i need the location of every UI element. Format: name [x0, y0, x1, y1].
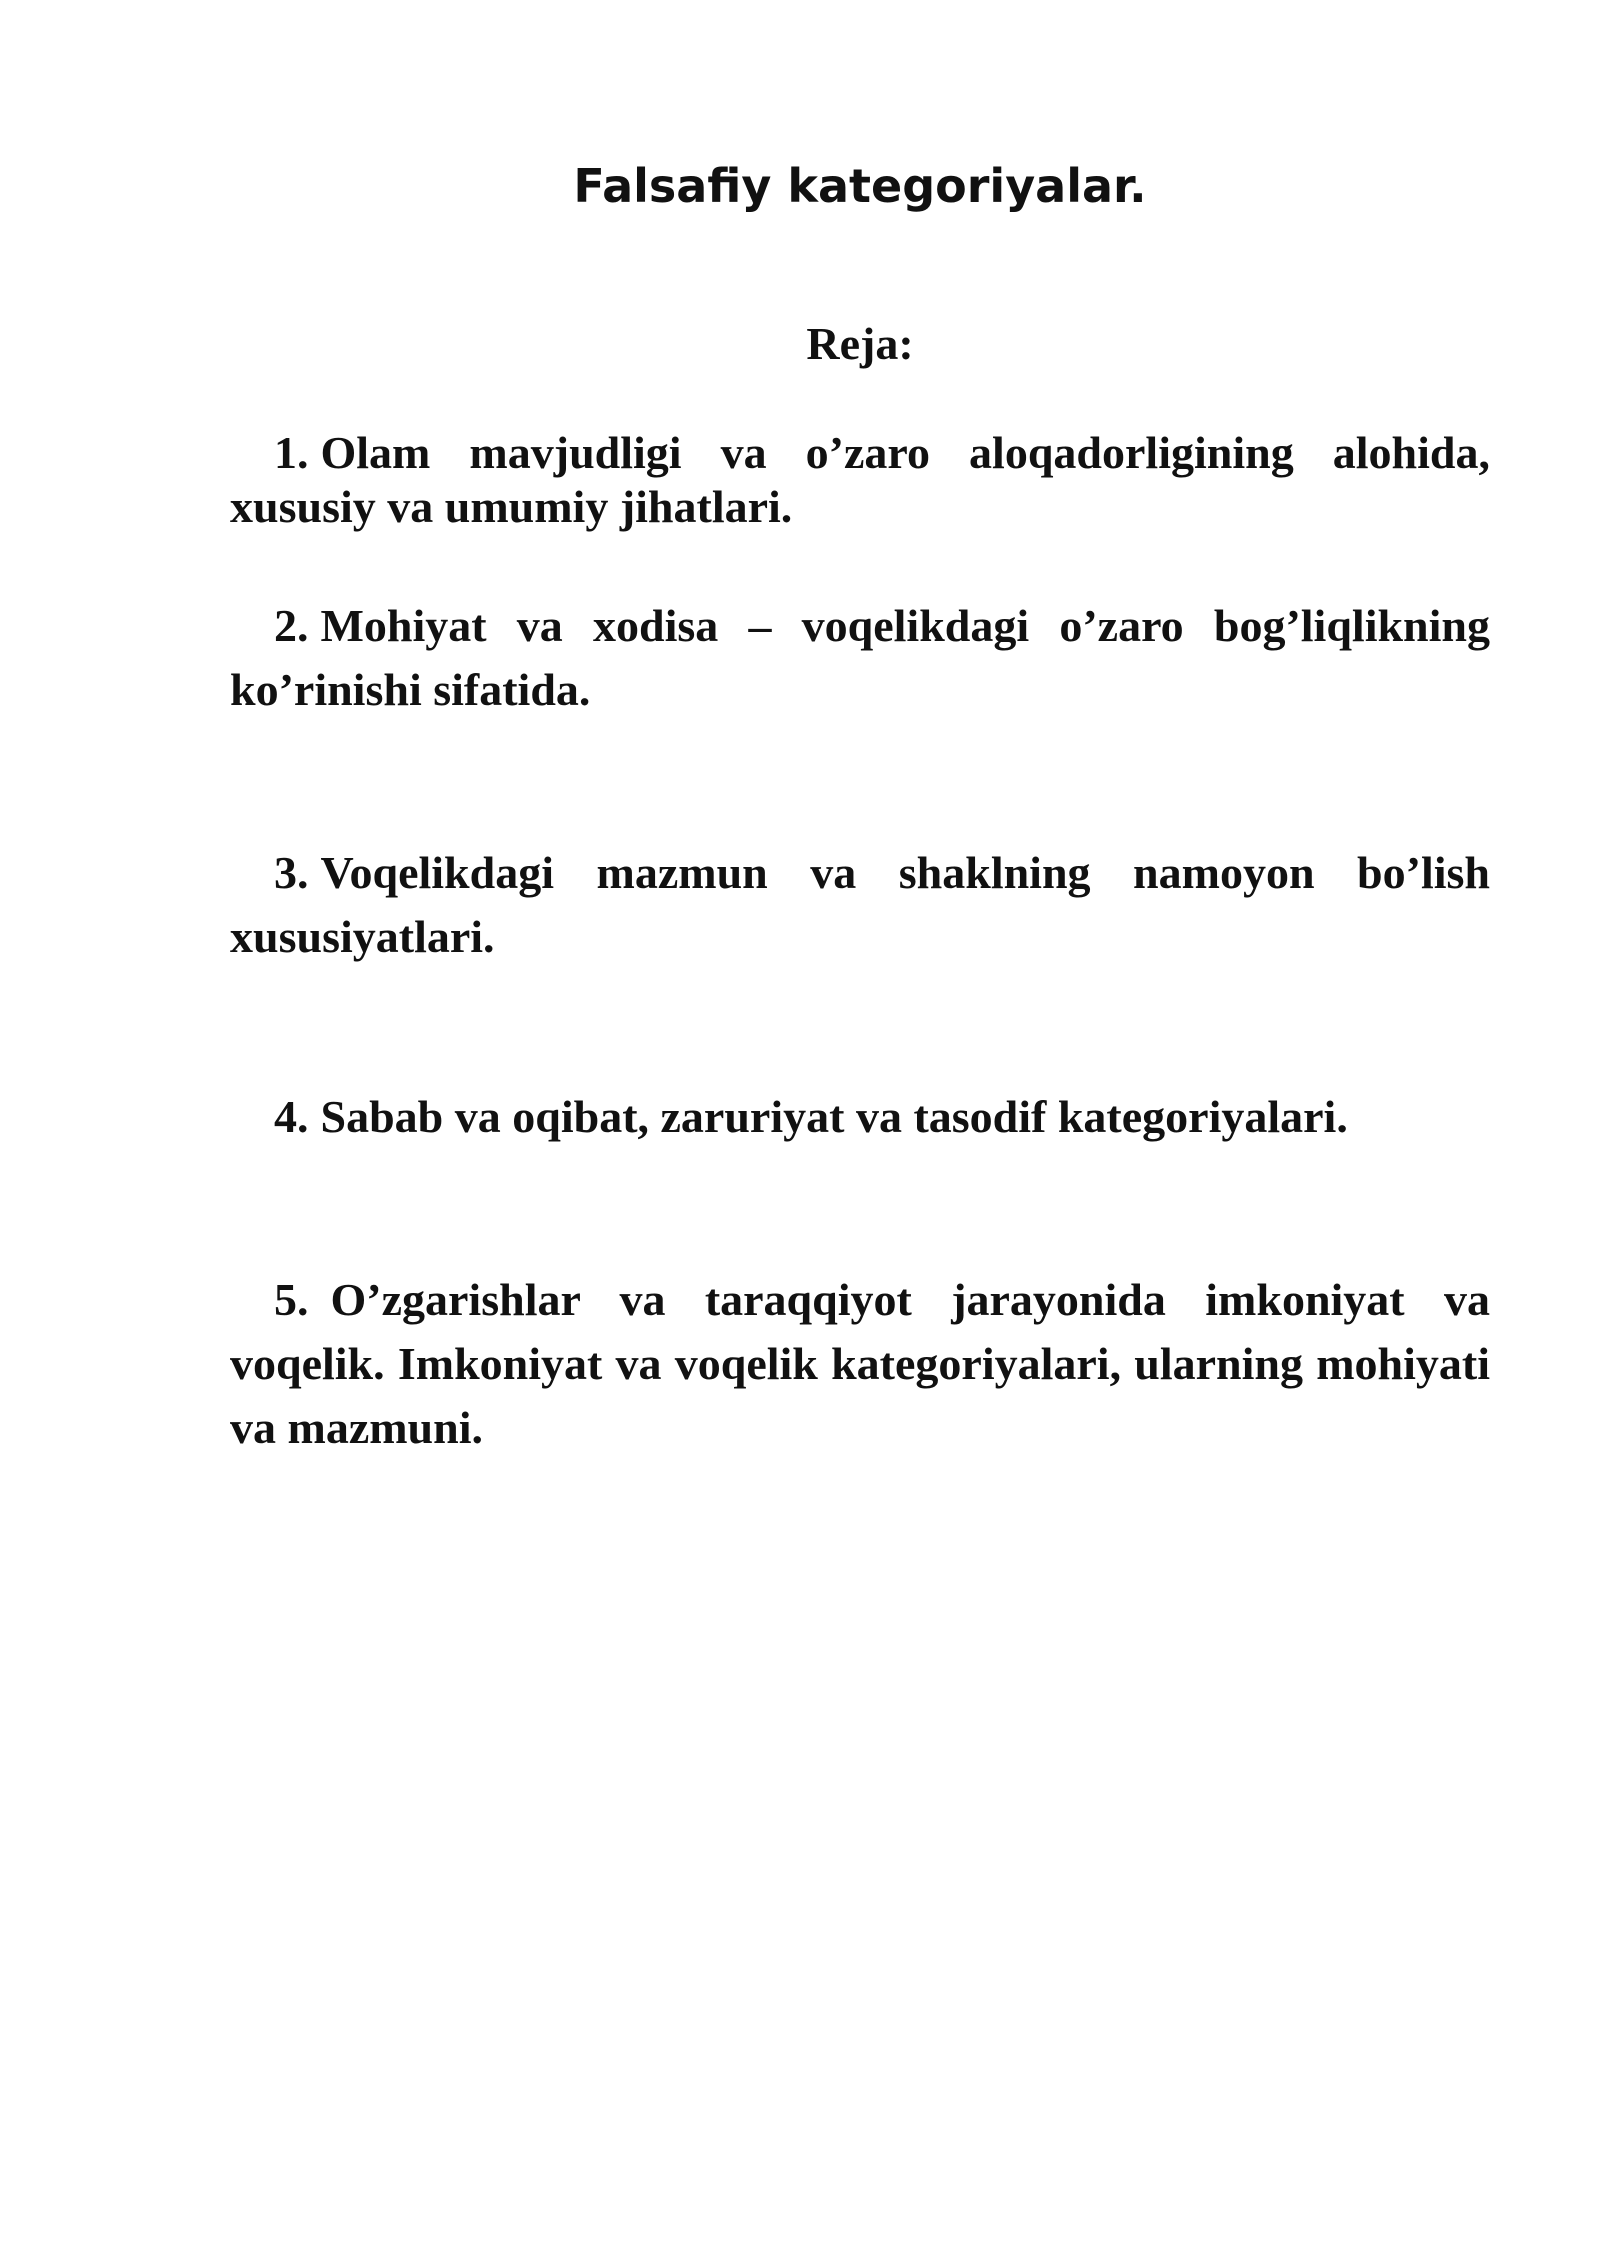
- document-title: Falsafiy kategoriyalar.: [573, 159, 1147, 213]
- plan-item-text: Voqelikdagi mazmun va shaklning namoyon bo’lish xususiyatlari.: [230, 847, 1490, 962]
- plan-item-text: O’zgarishlar va taraqqiyot jarayonida imkoniyat va voqelik. Imkoniyat va voqelik kategoriyalari, ularning mohiyati va mazmuni.: [230, 1274, 1490, 1453]
- plan-item-3: [230, 841, 1490, 969]
- plan-item-text: Mohiyat va xodisa – voqelikdagi o’zaro bog’liqlikning ko’rinishi sifatida.: [230, 600, 1490, 715]
- plan-item-4: [230, 1088, 1490, 1146]
- plan-item-text: Sabab va oqibat, zaruriyat va tasodif kategoriyalari.: [320, 1091, 1348, 1142]
- plan-heading: Reja:: [806, 318, 914, 369]
- plan-item-5: [230, 1268, 1490, 1460]
- plan-item-number: 2.: [274, 600, 309, 651]
- plan-item-number: 1.: [274, 427, 309, 478]
- plan-item-text: Olam mavjudligi va o’zaro aloqadorligining alohida, xususiy va umumiy jihatlari.: [230, 427, 1490, 532]
- plan-item-1: [230, 426, 1490, 534]
- plan-item-number: 5.: [274, 1274, 309, 1325]
- plan-item-2: [230, 594, 1490, 722]
- plan-item-number: 4.: [274, 1091, 309, 1142]
- plan-item-number: 3.: [274, 847, 309, 898]
